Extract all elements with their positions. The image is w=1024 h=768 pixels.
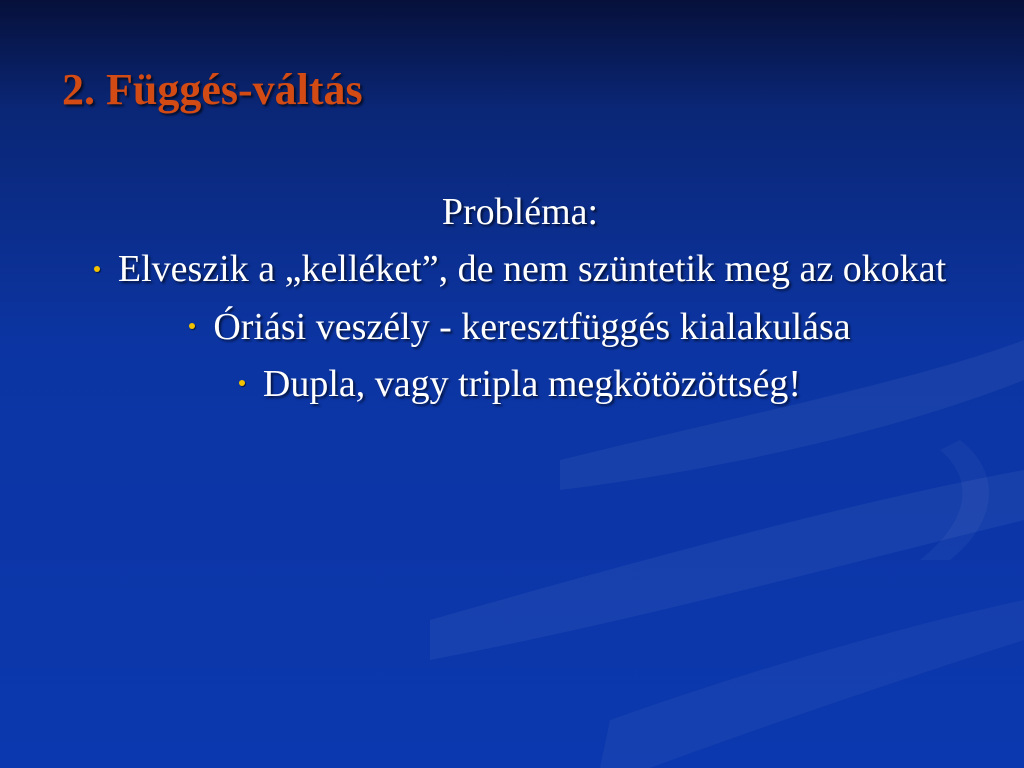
bullet-list xyxy=(60,245,980,409)
bullet-item xyxy=(60,303,980,352)
bullet-item xyxy=(60,360,980,409)
bullet-dot-icon xyxy=(239,380,245,386)
bullet-text: Óriási veszély - keresztfüggés kialakulása xyxy=(213,305,851,348)
bullet-dot-icon xyxy=(94,266,100,272)
bullet-text: Dupla, vagy tripla megkötözöttség! xyxy=(262,363,802,406)
bullet-item xyxy=(60,245,980,294)
bullet-text: Elveszik a „kelléket”, de nem szüntetik meg az okokat xyxy=(117,248,947,291)
slide-title: 2. Függés-váltás xyxy=(62,65,363,114)
slide-content xyxy=(60,188,980,418)
content-heading: Probléma: xyxy=(441,191,599,233)
bullet-dot-icon xyxy=(189,323,195,329)
